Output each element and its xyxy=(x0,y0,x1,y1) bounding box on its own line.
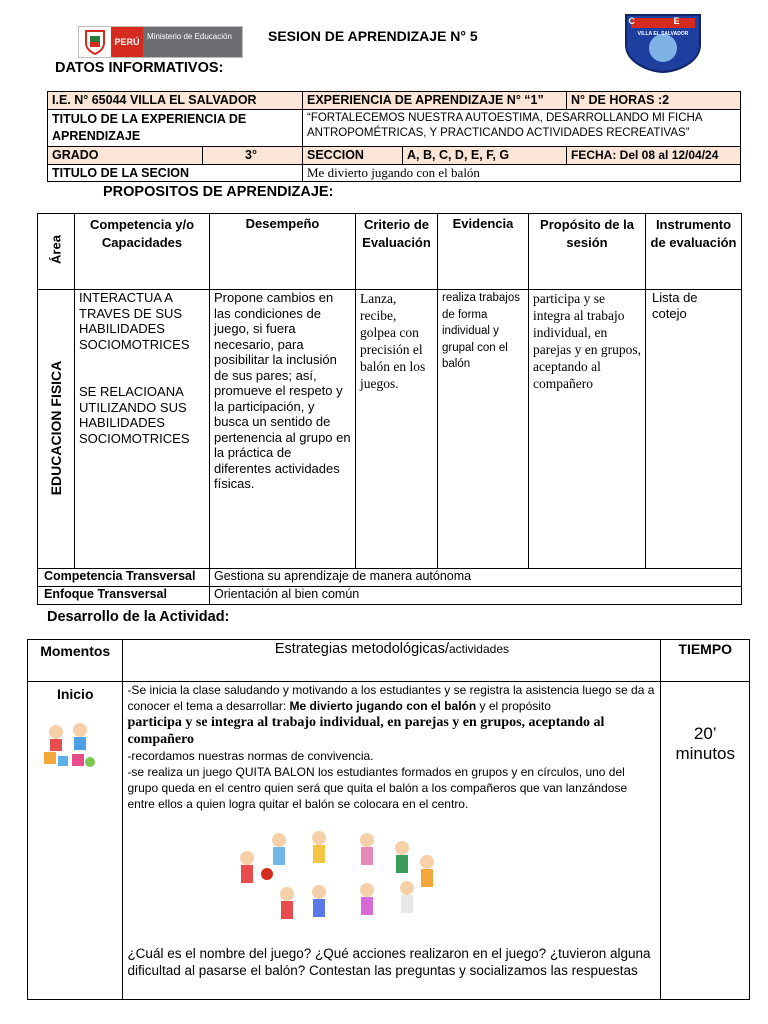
inicio-label: Inicio xyxy=(56,686,94,702)
criterio-cell: Lanza, recibe, golpea con precisión el balón en los juegos. xyxy=(356,290,438,569)
desarrollo-heading: Desarrollo de la Actividad: xyxy=(47,609,230,625)
competencia-2: SE RELACIOANA UTILIZANDO SUS HABILIDADES SOCIOMOTRICES xyxy=(79,384,190,446)
propositos-heading: PROPOSITOS DE APRENDIZAJE: xyxy=(103,184,334,200)
evidencia-cell: realiza trabajos de forma individual y grupal con el balón xyxy=(438,290,529,569)
datos-informativos-heading: DATOS INFORMATIVOS: xyxy=(55,60,224,76)
competencia-1: INTERACTUA A TRAVES DE SUS HABILIDADES SOCIOMOTRICES xyxy=(79,290,190,352)
grado-value: 3° xyxy=(203,147,303,165)
proposito-cell: participa y se integra al trabajo individual, en parejas y en grupos, aceptando al compañero xyxy=(529,290,646,569)
seccion-label: SECCION xyxy=(303,147,403,165)
peru-shield-icon xyxy=(79,27,111,57)
page-title: SESION DE APRENDIZAJE N° 5 xyxy=(268,28,478,44)
logo-country: PERÚ xyxy=(111,27,143,57)
grado-label: GRADO xyxy=(48,147,203,165)
area-header xyxy=(38,214,75,290)
seccion-value: A, B, C, D, E, F, G xyxy=(403,147,567,165)
area-header-text: Área xyxy=(48,235,64,264)
tiempo-header: TIEMPO xyxy=(661,640,750,682)
estrategias-header-small: actividades xyxy=(448,642,510,656)
ie-cell: I.E. N° 65044 VILLA EL SALVADOR xyxy=(48,92,303,110)
enfoque-transversal-label: Enfoque Transversal xyxy=(38,587,210,605)
competencia-cell xyxy=(75,290,210,569)
titulo-sesion-value: Me divierto jugando con el balón xyxy=(303,165,741,182)
titulo-exp-label: TITULO DE LA EXPERIENCIA DE APRENDIZAJE xyxy=(48,110,303,147)
inicio-paragraph-3: -se realiza un juego QUITA BALON los estudiantes formados en grupos y en círculos, uno del grupo queda en el centro quien será que quita el balón a los compañeros que van lanzándose entre ellos a quien logra quitar el balón se colocara en el centro. xyxy=(127,765,628,811)
inicio-proposito: participa y se integra al trabajo individual, en parejas y en grupos, aceptando al compañero xyxy=(127,715,605,747)
proposito-header: Propósito de la sesión xyxy=(529,214,646,290)
evidencia-header: Evidencia xyxy=(438,214,529,290)
inicio-paragraph-2: -recordamos nuestras normas de convivencia. xyxy=(127,749,374,763)
children-ball-game-illustration xyxy=(227,828,447,946)
instrumento-header: Instrumento de evaluación xyxy=(646,214,742,290)
inicio-p1-topic: Me divierto jugando con el balón xyxy=(289,699,477,713)
fecha-cell: FECHA: Del 08 al 12/04/24 xyxy=(567,147,741,165)
competencia-transversal-label: Competencia Transversal xyxy=(38,569,210,587)
area-value: EDUCACION FISICA xyxy=(48,360,64,496)
competencia-transversal-value: Gestiona su aprendizaje de manera autónoma xyxy=(210,569,742,587)
school-badge-letters: C E xyxy=(628,16,698,26)
desarrollo-table xyxy=(27,639,750,1000)
inicio-estrategias-cell xyxy=(123,682,661,1000)
enfoque-transversal-value: Orientación al bien común xyxy=(210,587,742,605)
instrumento-cell: Lista de cotejo xyxy=(646,290,742,569)
estrategias-header xyxy=(123,640,661,682)
inicio-questions: ¿Cuál es el nombre del juego? ¿Qué acciones realizaron en el juego? ¿tuvieron alguna dificultad al pasarse el balón? Contestan las preguntas y socializamos las respuestas xyxy=(127,946,651,978)
propositos-table xyxy=(37,213,742,605)
titulo-exp-value: “FORTALECEMOS NUESTRA AUTOESTIMA, DESARROLLANDO MI FICHA ANTROPOMÉTRICAS, Y PRACTICANDO ACTIVIDADES RECREATIVAS” xyxy=(303,110,741,147)
inicio-tiempo: 20’ minutos xyxy=(661,682,750,1000)
school-badge-name: VILLA EL SALVADOR xyxy=(637,31,689,37)
logo-ministry: Ministerio de Educación xyxy=(143,27,242,57)
desempeno-header: Desempeño xyxy=(210,214,356,290)
area-cell xyxy=(38,290,75,569)
competencia-header: Competencia y/o Capacidades xyxy=(75,214,210,290)
criterio-header: Criterio de Evaluación xyxy=(356,214,438,290)
horas-cell: N° DE HORAS :2 xyxy=(567,92,741,110)
estrategias-header-main: Estrategias metodológicas/ xyxy=(274,641,449,657)
titulo-sesion-label: TITULO DE LA SECION xyxy=(48,165,303,182)
experiencia-cell: EXPERIENCIA DE APRENDIZAJE N° “1” xyxy=(303,92,567,110)
desempeno-cell: Propone cambios en las condiciones de juego, si fuera necesario, para posibilitar la inclusión de sus pares; así, promueve el respeto y la participación, y busca un sentido de pertenencia al grupo en la práctica de diferentes actividades físicas. xyxy=(210,290,356,569)
minedu-logo xyxy=(78,26,243,58)
school-badge xyxy=(623,12,703,74)
info-table xyxy=(47,91,741,182)
inicio-paragraph-1 xyxy=(127,682,656,714)
inicio-p1-text: -Se inicia la clase saludando y motivando a los estudiantes y se registra la asistencia luego se da a conocer el tema a desarrollar: xyxy=(127,683,655,713)
inicio-p1-tail: y el propósito xyxy=(476,699,551,713)
kids-playing-icon xyxy=(38,714,100,776)
inicio-cell xyxy=(28,682,123,1000)
momentos-header: Momentos xyxy=(28,640,123,682)
